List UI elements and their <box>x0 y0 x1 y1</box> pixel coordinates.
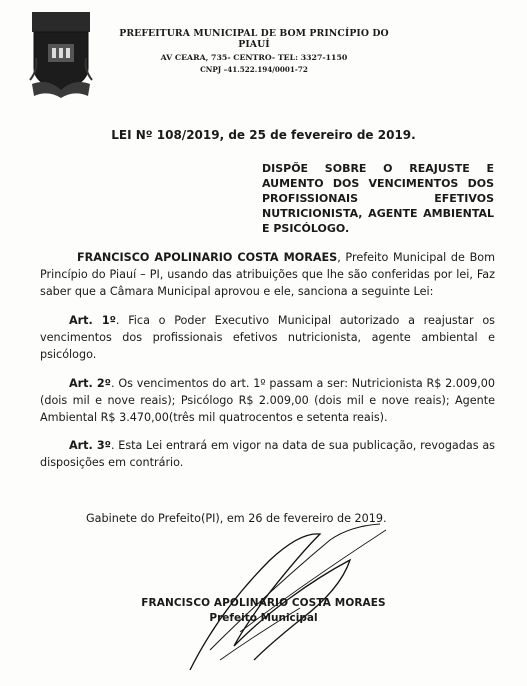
law-title: LEI Nº 108/2019, de 25 de fevereiro de 2019. <box>111 128 416 142</box>
article-text: . Os vencimentos do art. 1º passam a ser: Nutricionista R$ 2.009,00 (dois mil e nove reais); Psicólogo R$ 2.009,00 (dois mil e nove reais); Agente Ambiental R$ 3.470,00(três mil quatrocentos e setenta reais). <box>40 377 495 424</box>
institution-name: PREFEITURA MUNICIPAL DE BOM PRINCÍPIO DO PIAUÍ <box>119 28 389 50</box>
preamble-text: , Prefeito Municipal de Bom Princípio do Piauí – PI, usando das atribuições que lhe são conferidas por lei, Faz saber que a Câmara Municipal aprovou e ele, sanciona a seguinte Lei: <box>40 251 495 298</box>
preamble-paragraph <box>40 249 495 300</box>
article-text: . Esta Lei entrará em vigor na data de sua publicação, revogadas as disposições em contrário. <box>40 439 495 469</box>
article-label: Art. 2º <box>69 377 111 390</box>
signatory-role: Prefeito Municipal <box>209 612 318 624</box>
institution-address: AV CEARA, 735- CENTRO- TEL: 3327-1150 <box>160 53 348 62</box>
article-label: Art. 3º <box>69 439 111 452</box>
signatory-name: FRANCISCO APOLINARIO COSTA MORAES <box>141 597 386 609</box>
institution-cnpj: CNPJ –41.522.194/0001-72 <box>200 65 308 74</box>
municipal-coat-of-arms-icon <box>28 10 94 100</box>
law-summary: DISPÕE SOBRE O REAJUSTE E AUMENTO DOS VENCIMENTOS DOS PROFISSIONAIS EFETIVOS NUTRICIONISTA, AGENTE AMBIENTAL E PSICÓLOGO. <box>262 162 494 235</box>
article-label: Art. 1º <box>69 314 116 327</box>
article-1 <box>40 312 495 363</box>
article-3 <box>40 437 495 471</box>
article-text: . Fica o Poder Executivo Municipal autorizado a reajustar os vencimentos dos profissionais efetivos nutricionista, agente ambiental e psicólogo. <box>40 314 495 361</box>
mayor-name: FRANCISCO APOLINARIO COSTA MORAES <box>77 251 338 264</box>
letterhead <box>104 28 404 74</box>
closing-line: Gabinete do Prefeito(PI), em 26 de fevereiro de 2019. <box>86 512 387 525</box>
article-2 <box>40 375 495 426</box>
